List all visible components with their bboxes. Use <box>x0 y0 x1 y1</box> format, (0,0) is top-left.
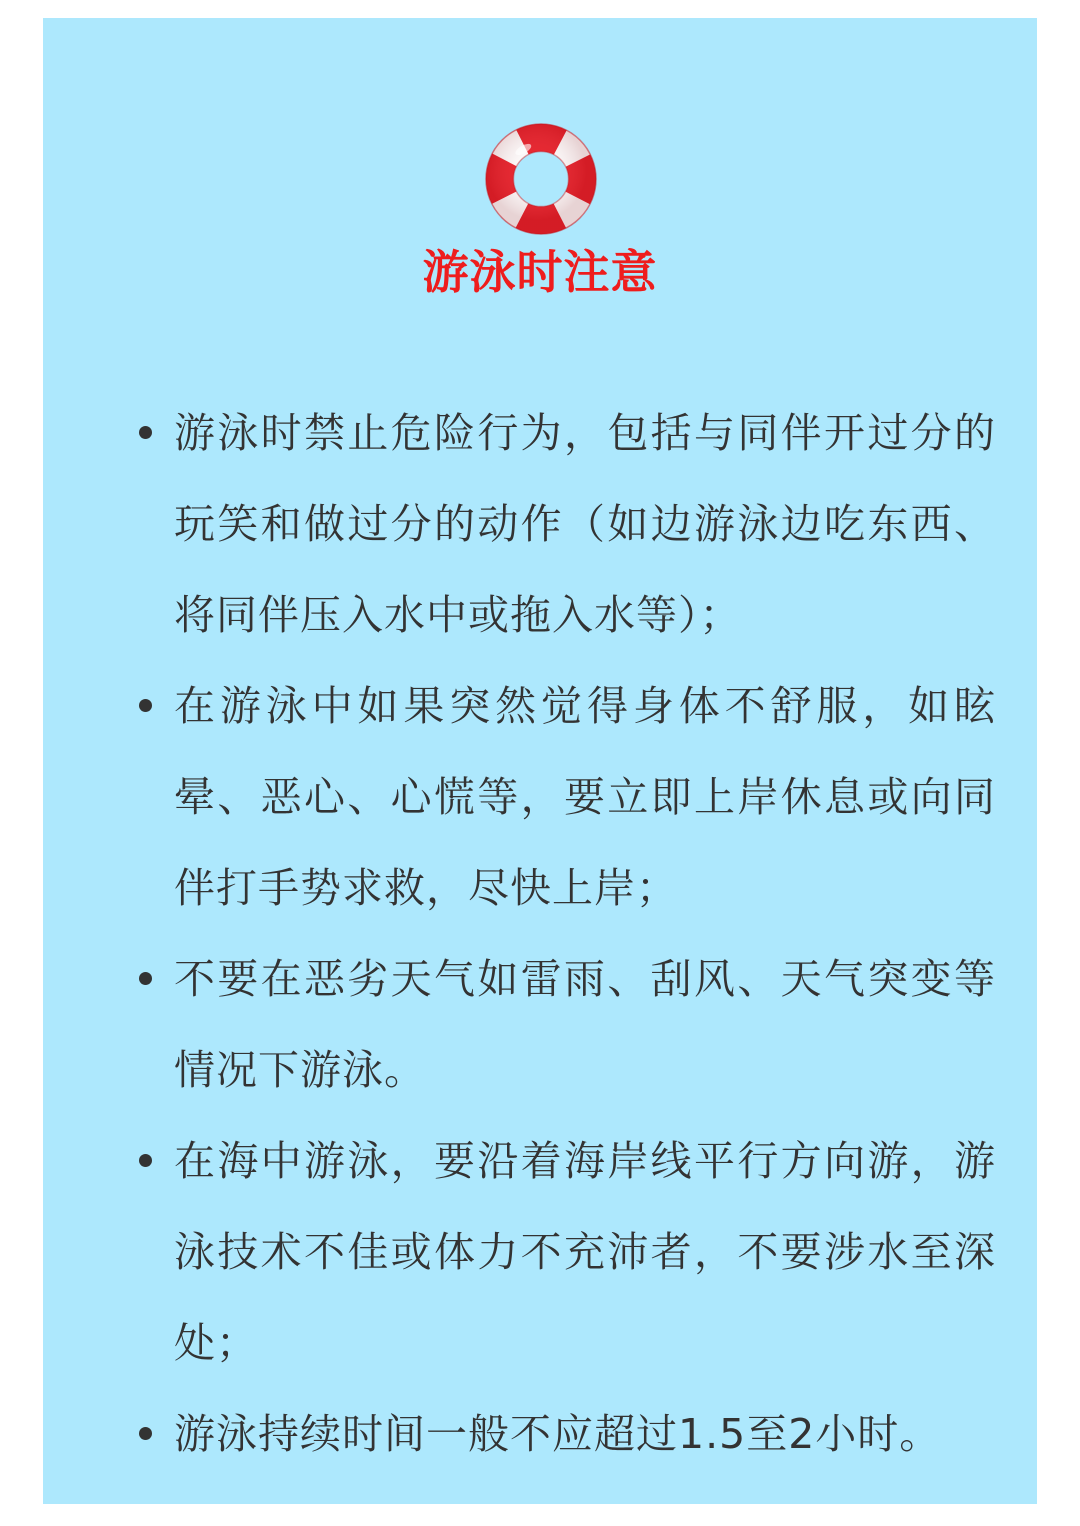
list-item <box>134 934 996 1116</box>
tip-text: 在游泳中如果突然觉得身体不舒服，如眩晕、恶心、心慌等，要立即上岸休息或向同伴打手势求救，尽快上岸； <box>174 682 996 912</box>
bullet-icon <box>139 972 152 985</box>
list-item <box>134 1116 996 1389</box>
tip-text: 不要在恶劣天气如雷雨、刮风、天气突变等情况下游泳。 <box>174 955 996 1094</box>
safety-tips-list <box>134 388 996 1480</box>
bullet-icon <box>139 426 152 439</box>
life-ring-icon <box>482 120 600 238</box>
bullet-icon <box>139 1154 152 1167</box>
list-item <box>134 388 996 661</box>
list-item <box>134 1389 996 1480</box>
bullet-icon <box>139 699 152 712</box>
bullet-icon <box>139 1427 152 1440</box>
tip-text: 游泳时禁止危险行为，包括与同伴开过分的玩笑和做过分的动作（如边游泳边吃东西、将同伴压入水中或拖入水等）； <box>174 409 996 639</box>
tip-text: 在海中游泳，要沿着海岸线平行方向游，游泳技术不佳或体力不充沛者，不要涉水至深处； <box>174 1137 996 1367</box>
list-item <box>134 661 996 934</box>
tip-text: 游泳持续时间一般不应超过1.5至2小时。 <box>174 1410 942 1458</box>
page-title: 游泳时注意 <box>422 245 658 299</box>
